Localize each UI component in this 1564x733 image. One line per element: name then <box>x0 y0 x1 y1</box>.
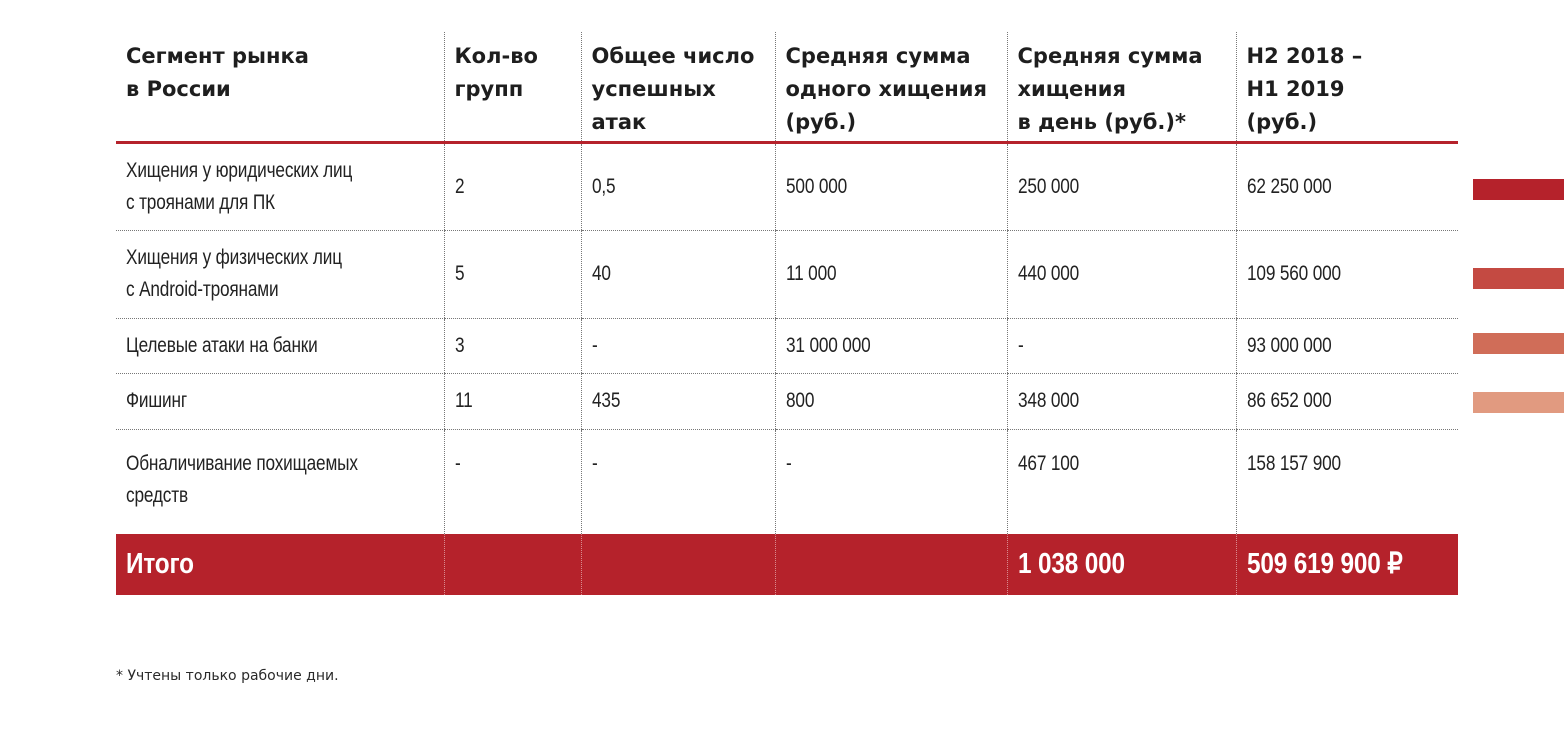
group-count-cell: 5 <box>454 262 464 285</box>
group-count-cell: - <box>454 451 461 475</box>
table-row <box>116 230 1458 318</box>
header-market-segment: Сегмент рынка в России <box>116 32 444 142</box>
attacks-cell: 0,5 <box>591 174 615 198</box>
total-per-day: 1 038 000 <box>1017 548 1125 580</box>
period-total-cell: 158 157 900 <box>1246 451 1341 475</box>
period-total-cell: 109 560 000 <box>1246 262 1341 285</box>
avg-amount-cell: 800 <box>785 389 814 412</box>
attacks-cell: 40 <box>591 262 611 285</box>
table-row <box>116 142 1458 230</box>
segment-cell: Хищения у юридических лиц с троянами для ПК <box>126 158 353 214</box>
table-row <box>116 429 1458 534</box>
period-total-cell: 62 250 000 <box>1246 174 1332 198</box>
attacks-cell: - <box>591 333 598 357</box>
group-count-cell: 2 <box>454 174 464 198</box>
total-sum: 509 619 900 ₽ <box>1246 548 1403 580</box>
per-day-cell: 250 000 <box>1017 174 1079 198</box>
per-day-cell: 467 100 <box>1017 451 1079 475</box>
total-empty-cell <box>581 534 775 595</box>
table-row <box>116 318 1458 373</box>
avg-amount-cell: - <box>785 451 792 475</box>
header-period-total: H2 2018 – H1 2019 (руб.) <box>1236 32 1458 142</box>
header-group-count: Кол-во групп <box>444 32 581 142</box>
header-successful-attacks: Общее число успешных атак <box>581 32 775 142</box>
attacks-cell: - <box>591 451 598 475</box>
attacks-cell: 435 <box>591 389 620 412</box>
total-empty-cell <box>444 534 581 595</box>
segment-cell: Целевые атаки на банки <box>126 333 318 357</box>
table-row <box>116 373 1458 429</box>
segment-cell: Фишинг <box>126 389 187 412</box>
table-header-row <box>116 32 1458 142</box>
group-count-cell: 3 <box>454 333 464 357</box>
avg-amount-cell: 500 000 <box>785 174 847 198</box>
group-count-cell: 11 <box>454 389 473 412</box>
legend-swatch-3 <box>1473 333 1564 354</box>
header-avg-theft-amount: Средняя сумма одного хищения (руб.) <box>775 32 1007 142</box>
legend-swatch-1 <box>1473 179 1564 200</box>
total-row <box>116 534 1458 595</box>
period-total-cell: 93 000 000 <box>1246 333 1332 357</box>
total-empty-cell <box>775 534 1007 595</box>
total-label: Итого <box>126 548 194 580</box>
footnote: * Учтены только рабочие дни. <box>116 668 339 684</box>
per-day-cell: - <box>1017 333 1024 357</box>
segment-cell: Обналичивание похищаемых средств <box>126 451 358 507</box>
legend-swatch-4 <box>1473 392 1564 413</box>
per-day-cell: 348 000 <box>1017 389 1079 412</box>
segment-cell: Хищения у физических лиц с Android-троянами <box>126 246 342 301</box>
theft-statistics-table <box>116 32 1458 595</box>
header-avg-theft-per-day: Средняя сумма хищения в день (руб.)* <box>1007 32 1236 142</box>
legend-swatch-2 <box>1473 268 1564 289</box>
avg-amount-cell: 31 000 000 <box>785 333 871 357</box>
per-day-cell: 440 000 <box>1017 262 1079 285</box>
avg-amount-cell: 11 000 <box>785 262 836 285</box>
period-total-cell: 86 652 000 <box>1246 389 1332 412</box>
